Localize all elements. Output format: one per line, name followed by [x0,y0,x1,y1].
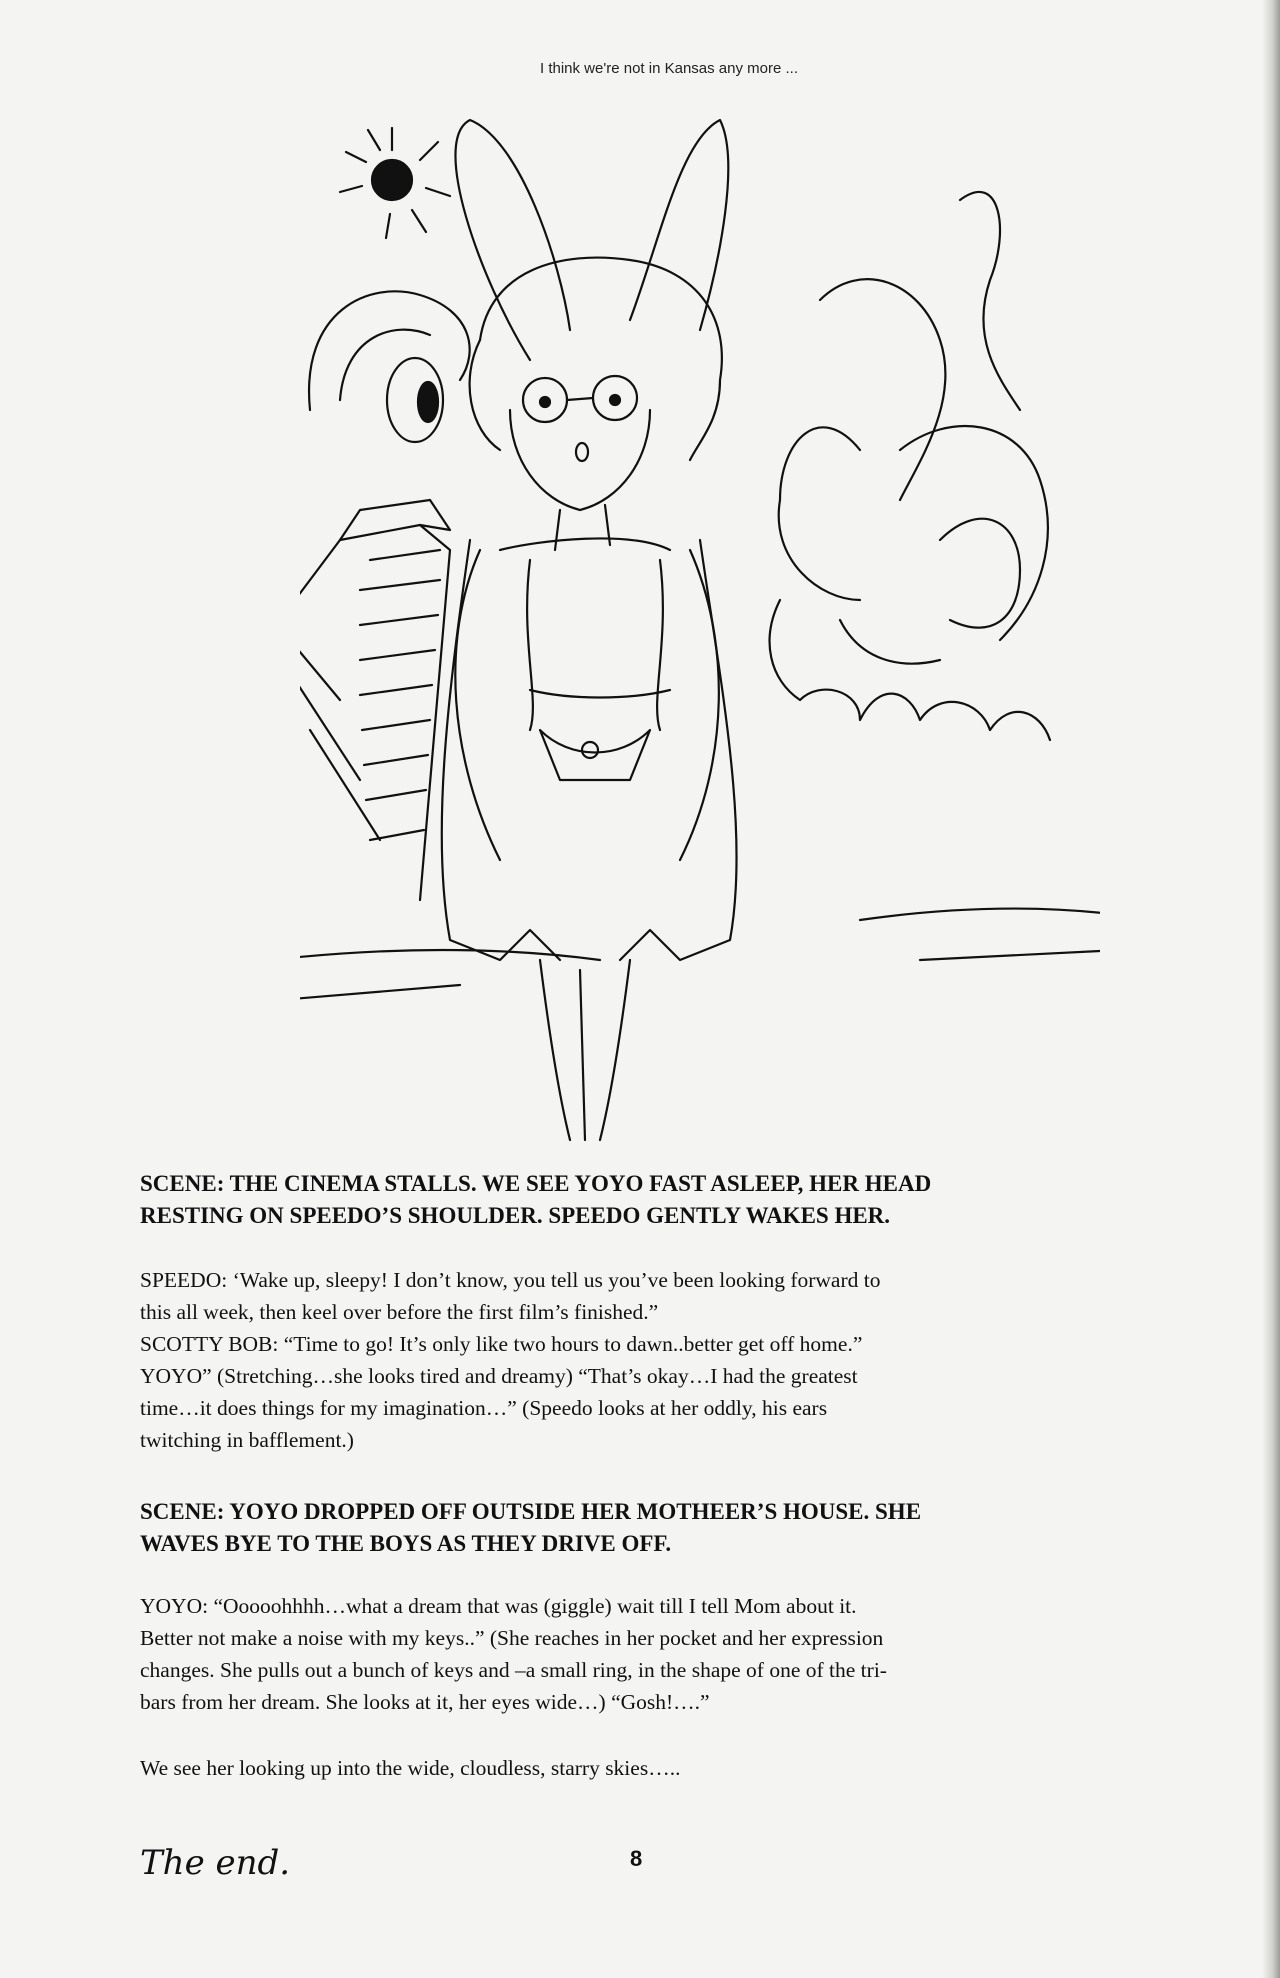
dialogue-1-line-2: this all week, then keel over before the first film’s finished.” [140,1300,659,1324]
dialogue-2-line-1: YOYO: “Ooooohhhh…what a dream that was (giggle) wait till I tell Mom about it. [140,1594,857,1618]
illustration-caption: I think we're not in Kansas any more ... [540,60,798,77]
dialogue-2-line-2: Better not make a noise with my keys..” (She reaches in her pocket and her expression [140,1626,884,1650]
scene-heading-1-line-2: RESTING ON SPEEDO’S SHOULDER. SPEEDO GENTLY WAKES HER. [140,1203,891,1228]
dialogue-2-line-3: changes. She pulls out a bunch of keys and –a small ring, in the shape of one of the tri- [140,1658,887,1682]
eyeball-tentacle [309,291,470,442]
dialogue-block-2 [140,1590,1160,1718]
scene-heading-2-line-1: SCENE: YOYO DROPPED OFF OUTSIDE HER MOTHEER’S HOUSE. SHE [140,1499,922,1524]
bunny-girl-illustration [300,80,1100,1160]
scene-heading-1-line-1: SCENE: THE CINEMA STALLS. WE SEE YOYO FAST ASLEEP, HER HEAD [140,1171,932,1196]
closing-paragraph [140,1752,1160,1784]
pyramid [300,500,450,900]
dialogue-block-1 [140,1264,1160,1456]
bunny-girl [442,120,737,1140]
tentacle-creature [770,192,1050,740]
dialogue-1-line-5: time…it does things for my imagination…” (Speedo looks at her oddly, his ears [140,1396,828,1420]
dialogue-1-line-6: twitching in bafflement.) [140,1428,354,1452]
page-number: 8 [630,1846,643,1871]
sun-icon [340,128,450,238]
closing-line: We see her looking up into the wide, cloudless, starry skies….. [140,1756,681,1780]
page-edge-shadow [1262,0,1280,1978]
dialogue-1-line-3: SCOTTY BOB: “Time to go! It’s only like two hours to dawn..better get off home.” [140,1332,863,1356]
the-end-signoff: The end. [140,1843,291,1883]
scene-heading-2 [140,1496,1160,1560]
dialogue-1-line-4: YOYO” (Stretching…she looks tired and dreamy) “That’s okay…I had the greatest [140,1364,858,1388]
dialogue-2-line-4: bars from her dream. She looks at it, her eyes wide…) “Gosh!….” [140,1690,710,1714]
scene-heading-1 [140,1168,1160,1232]
dialogue-1-line-1: SPEEDO: ‘Wake up, sleepy! I don’t know, you tell us you’ve been looking forward to [140,1268,881,1292]
scene-heading-2-line-2: WAVES BYE TO THE BOYS AS THEY DRIVE OFF. [140,1531,672,1556]
